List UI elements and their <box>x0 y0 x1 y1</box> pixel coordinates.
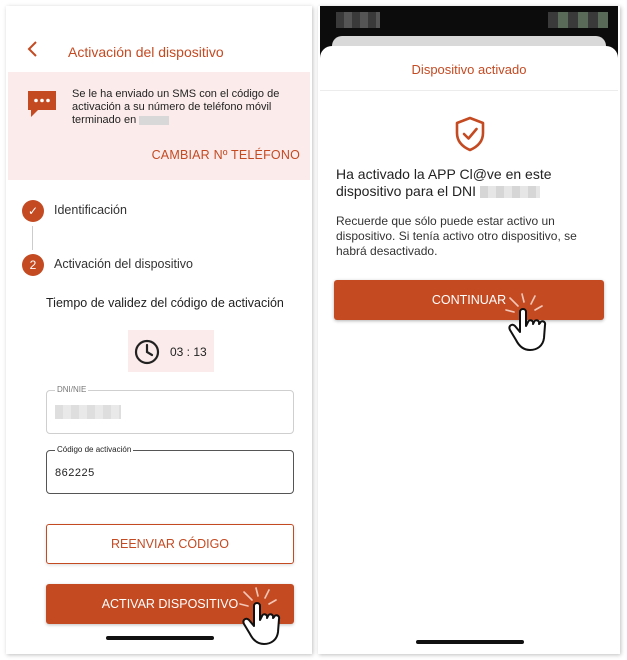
status-bar-time <box>336 12 380 28</box>
left-phone-screen <box>8 6 310 652</box>
activation-code-field[interactable] <box>46 445 294 494</box>
step-label: Identificación <box>54 203 127 217</box>
dni-field-label: DNI/NIE <box>57 385 87 394</box>
sms-notice <box>8 72 310 180</box>
sms-notice-text: Se le ha enviado un SMS con el código de activación a su número de teléfono móvil terminado en <box>72 88 280 126</box>
activation-code-label: Código de activación <box>57 445 132 454</box>
page-title: Activación del dispositivo <box>68 44 224 60</box>
status-bar-icons <box>548 12 608 28</box>
dni-field[interactable] <box>46 385 294 434</box>
timer-value: 03 : 13 <box>170 345 207 359</box>
home-indicator <box>416 640 524 644</box>
continue-button[interactable]: CONTINUAR <box>334 280 604 320</box>
check-icon: ✓ <box>22 200 44 222</box>
redacted-dni <box>55 405 121 419</box>
hand-pointer-icon <box>504 292 564 354</box>
home-indicator <box>106 636 214 640</box>
single-device-notice: Recuerde que sólo puede estar activo un dispositivo. Si tenía activo otro dispositivo, se habrá desactivado. <box>336 214 577 258</box>
activation-code-value: 862225 <box>55 467 95 479</box>
step-device-activation <box>22 254 302 276</box>
divider <box>320 90 618 91</box>
change-phone-link[interactable]: CAMBIAR Nº TELÉFONO <box>151 148 300 162</box>
redacted-dni <box>480 186 540 198</box>
clock-icon <box>134 339 160 365</box>
activate-device-button[interactable]: ACTIVAR DISPOSITIVO <box>46 584 294 624</box>
right-phone-screen <box>320 6 618 650</box>
resend-code-button[interactable]: REENVIAR CÓDIGO <box>46 524 294 564</box>
redacted-phone <box>139 116 169 125</box>
step-connector <box>32 226 33 250</box>
activation-sheet <box>320 46 618 650</box>
top-bar <box>8 6 310 72</box>
activated-message: Ha activado la APP Cl@ve en este dispositivo para el DNI <box>336 166 552 199</box>
hand-pointer-icon <box>238 586 298 648</box>
shield-check-icon <box>454 116 486 152</box>
chat-bubble-icon <box>26 88 58 120</box>
sheet-title: Dispositivo activado <box>411 62 527 77</box>
step-identification <box>22 200 302 222</box>
step-label: Activación del dispositivo <box>54 257 193 271</box>
validity-label: Tiempo de validez del código de activación <box>46 296 284 310</box>
chevron-left-icon[interactable] <box>24 40 42 58</box>
step-number: 2 <box>22 254 44 276</box>
countdown-timer <box>128 330 214 372</box>
